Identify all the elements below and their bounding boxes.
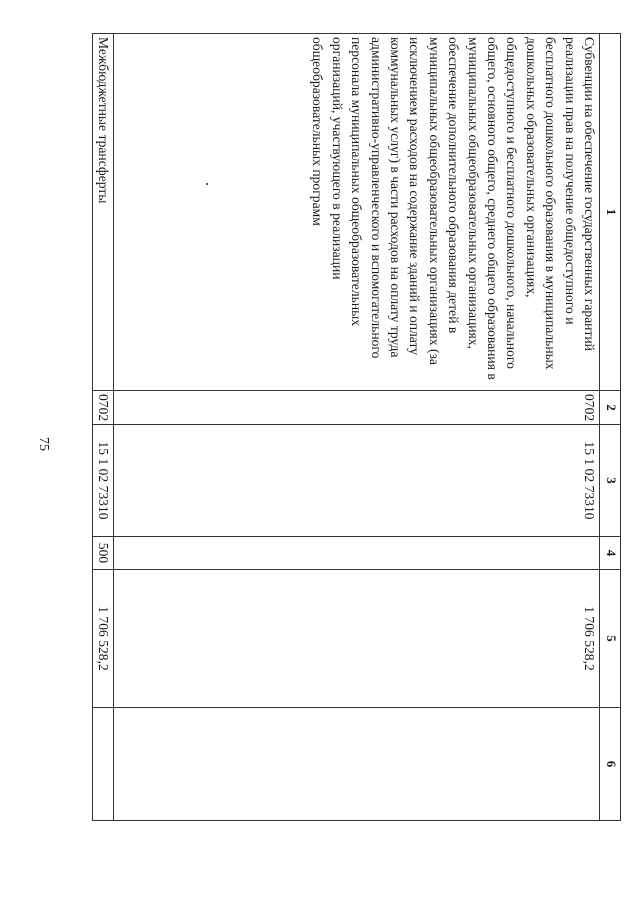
- row-expense-type: [114, 537, 600, 570]
- table-row: [93, 34, 114, 821]
- row-target-code: 15 1 02 73310: [114, 425, 600, 537]
- header-col-3: 3: [600, 425, 621, 537]
- table-row: [114, 34, 600, 821]
- budget-table-container: [92, 33, 621, 820]
- row-expense-type: 500: [93, 537, 114, 570]
- row-amount: 1 706 528,2: [93, 570, 114, 708]
- row-section-code: 0702: [93, 391, 114, 425]
- budget-table: [92, 33, 621, 821]
- row-description: Межбюджетные трансферты: [93, 34, 114, 391]
- row-col6: [114, 708, 600, 821]
- row-col6: [93, 708, 114, 821]
- header-col-2: 2: [600, 391, 621, 425]
- row-amount: 1 706 528,2: [114, 570, 600, 708]
- header-col-6: 6: [600, 708, 621, 821]
- row-target-code: 15 1 02 73310: [93, 425, 114, 537]
- header-col-5: 5: [600, 570, 621, 708]
- header-col-4: 4: [600, 537, 621, 570]
- page-number: 75: [36, 437, 51, 451]
- row-section-code: 0702: [114, 391, 600, 425]
- header-col-1: 1: [600, 34, 621, 391]
- row-description: Субвенции на обеспечение государственных гарантий реализации прав на получение общедоступного и бесплатного дошкольного образования в муниципальных дошкольных образовательных организациях, общедоступного и бесплатного дошкольного, начального общего, основного общего, среднего общего образования в муниципальных общеобразовательных организациях, обеспечение дополнительного образования детей в муниципальных общеобразовательных организациях (за исключением расходов на содержание зданий и оплату коммунальных услуг) в части расходов на оплату труда административно-управленческого и вспомогательного персонала муниципальных общеобразовательных организаций, участвующего в реализации общеобразовательных программ: [114, 34, 600, 391]
- header-row: [600, 34, 621, 821]
- scan-speck: [206, 183, 208, 185]
